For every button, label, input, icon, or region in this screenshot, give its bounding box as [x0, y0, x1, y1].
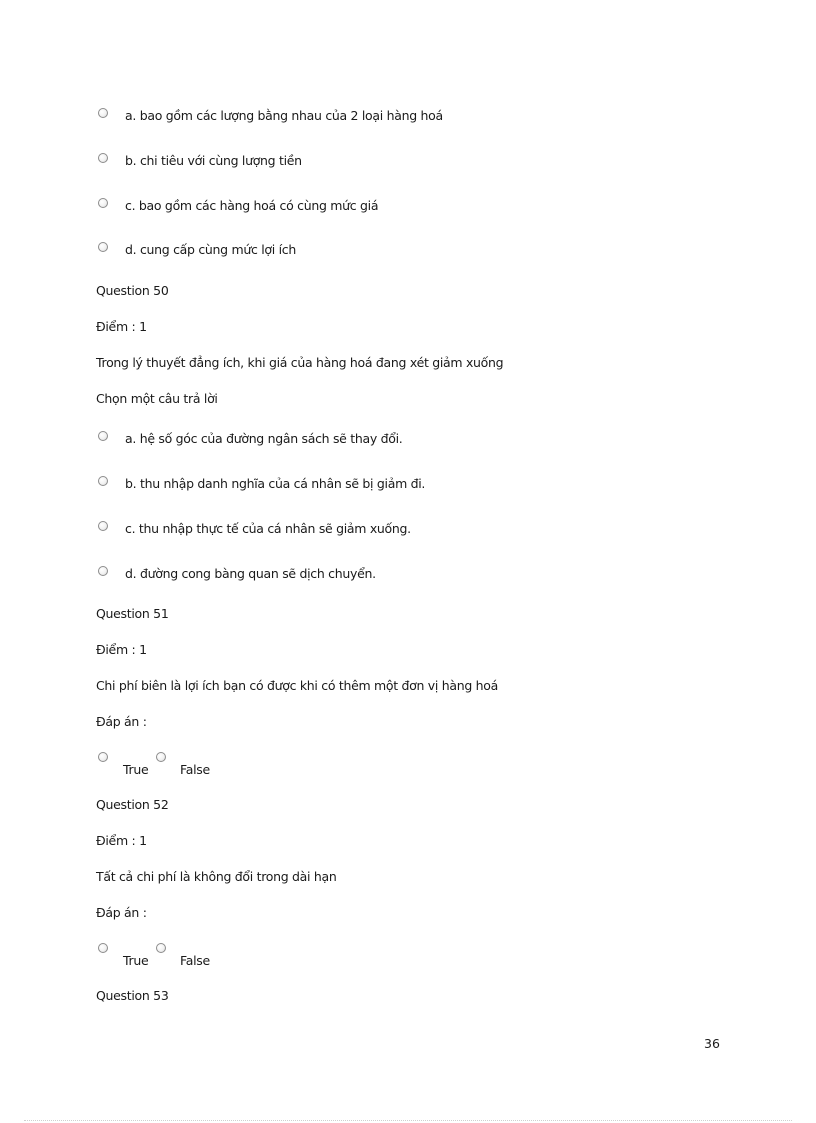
prev-option-d[interactable] — [98, 242, 296, 258]
q51-true-false-group — [98, 752, 298, 778]
question-51-text: Chi phí biên là lợi ích bạn có được khi có thêm một đơn vị hàng hoá — [96, 678, 498, 693]
question-52-answer-label: Đáp án : — [96, 905, 147, 920]
radio-icon[interactable] — [98, 566, 108, 576]
page-bottom-divider — [24, 1120, 792, 1121]
radio-icon[interactable] — [98, 521, 108, 531]
prev-option-b[interactable] — [98, 153, 302, 169]
prev-option-c[interactable] — [98, 198, 379, 214]
q51-true-label: True — [123, 762, 149, 777]
q50-option-a[interactable] — [98, 431, 403, 447]
radio-icon[interactable] — [98, 431, 108, 441]
q52-false-label: False — [180, 953, 210, 968]
q51-false-label: False — [180, 762, 210, 777]
radio-icon[interactable] — [98, 108, 108, 118]
question-51-score: Điểm : 1 — [96, 642, 147, 657]
option-label: d. cung cấp cùng mức lợi ích — [125, 242, 296, 257]
question-52-title: Question 52 — [96, 797, 169, 812]
page-number: 36 — [704, 1036, 720, 1051]
q52-true-radio-icon[interactable] — [98, 943, 108, 953]
radio-icon[interactable] — [98, 242, 108, 252]
question-50-text: Trong lý thuyết đẳng ích, khi giá của hàng hoá đang xét giảm xuống — [96, 355, 504, 370]
q52-false-radio-icon[interactable] — [156, 943, 166, 953]
option-label: b. chi tiêu với cùng lượng tiền — [125, 153, 302, 168]
question-50-prompt: Chọn một câu trả lời — [96, 391, 218, 406]
option-label: c. thu nhập thực tế của cá nhân sẽ giảm xuống. — [125, 521, 411, 536]
option-label: a. hệ số góc của đường ngân sách sẽ thay đổi. — [125, 431, 403, 446]
question-50-title: Question 50 — [96, 283, 169, 298]
q50-option-b[interactable] — [98, 476, 426, 492]
q51-false-radio-icon[interactable] — [156, 752, 166, 762]
question-53-title: Question 53 — [96, 988, 169, 1003]
question-52-text: Tất cả chi phí là không đổi trong dài hạn — [96, 869, 337, 884]
q52-true-false-group — [98, 943, 298, 969]
q52-true-label: True — [123, 953, 149, 968]
q50-option-c[interactable] — [98, 521, 411, 537]
option-label: c. bao gồm các hàng hoá có cùng mức giá — [125, 198, 379, 213]
q51-true-radio-icon[interactable] — [98, 752, 108, 762]
question-52-score: Điểm : 1 — [96, 833, 147, 848]
radio-icon[interactable] — [98, 198, 108, 208]
question-51-answer-label: Đáp án : — [96, 714, 147, 729]
option-label: d. đường cong bàng quan sẽ dịch chuyển. — [125, 566, 376, 581]
question-51-title: Question 51 — [96, 606, 169, 621]
radio-icon[interactable] — [98, 153, 108, 163]
option-label: b. thu nhập danh nghĩa của cá nhân sẽ bị giảm đi. — [125, 476, 426, 491]
question-50-score: Điểm : 1 — [96, 319, 147, 334]
q50-option-d[interactable] — [98, 566, 376, 582]
radio-icon[interactable] — [98, 476, 108, 486]
prev-option-a[interactable] — [98, 108, 443, 124]
option-label: a. bao gồm các lượng bằng nhau của 2 loại hàng hoá — [125, 108, 443, 123]
